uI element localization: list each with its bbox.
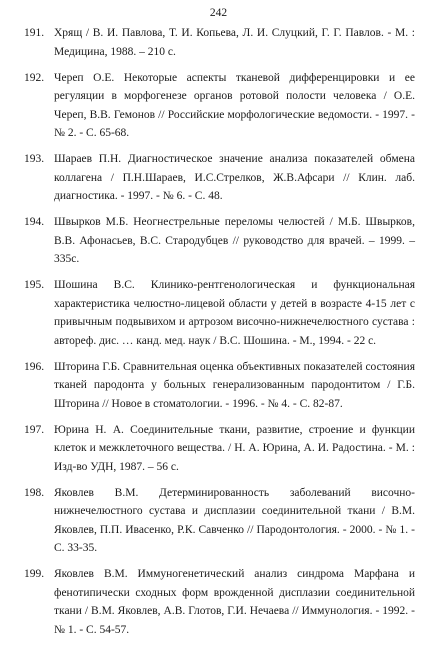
reference-number: 197. [24,423,45,436]
reference-item [0,565,437,639]
reference-item [0,24,437,61]
reference-item [0,276,437,350]
reference-item [0,421,437,477]
reference-number: 196. [24,360,45,373]
page-number: 242 [209,7,228,19]
reference-item [0,150,437,206]
reference-text: Шошина В.С. Клинико-рентгенологическая и функциональная характеристика челюстно-лицевой области у детей в возрасте 4-15 лет с привычным подвывихом и артрозом височно-нижнечелюстного сустава : автореф. дис. … канд. мед. наук / В.С. Шошина. - М., 1994. - 22 с. [54,279,415,347]
reference-text: Яковлев В.М. Детерминированность заболеваний височно-нижнечелюстного сустава и дисплазии соединительной ткани / В.М. Яковлев, П.П. Ивасенко, Р.К. Савченко // Пародонтология. - 2000. - № 1. - С. 33-35. [54,486,415,554]
reference-number: 195. [24,279,45,291]
reference-item [0,213,437,269]
reference-text: Хрящ / В. И. Павлова, Т. И. Копьева, Л. И. Слуцкий, Г. Г. Павлов. - М. : Медицина, 1988. – 210 с. [54,27,415,58]
reference-item [0,484,437,558]
reference-list [0,24,437,647]
reference-text: Череп О.Е. Некоторые аспекты тканевой дифференцировки и ее регуляции в морфогенезе органов ротовой полости человека / О.Е. Череп, В.В. Гемонов // Российские морфологические ведомости. - 1997. - № 2. - С. 65-68. [54,71,415,139]
reference-text: Шараев П.Н. Диагностическое значение анализа показателей обмена коллагена / П.Н.Шараев, И.С.Стрелков, Ж.В.Афсари // Клин. лаб. диагностика. - 1997. - № 6. - С. 48. [54,153,415,202]
reference-text: Шторина Г.Б. Сравнительная оценка объективных показателей состояния тканей пародонта у больных генерализованным пародонтитом / Г.Б. Шторина // Новое в стоматологии. - 1996. - № 4. - С. 82-87. [54,360,415,410]
reference-item [0,69,437,143]
reference-number: 199. [24,568,45,580]
reference-item [0,358,437,414]
reference-text: Юрина Н. А. Соединительные ткани, развитие, строение и функции клеток и межклеточного вещества. / Н. А. Юрина, А. И. Радостина. - М. : Изд-во УДН, 1987. – 56 с. [54,423,415,473]
reference-text: Швырков М.Б. Неогнестрельные переломы челюстей / М.Б. Швырков, В.В. Афонасьев, В.С. Стародубцев // руководство для врачей. – 1999. – 335с. [54,216,415,265]
reference-number: 191. [24,27,45,39]
reference-number: 193. [24,153,45,165]
reference-number: 198. [24,486,45,499]
reference-text: Яковлев В.М. Иммуногенетический анализ синдрома Марфана и фенотипически сходных форм врожденной дисплазии соединительной ткани / В.М. Яковлев, А.В. Глотов, Г.И. Нечаева // Иммунология. - 1992. - № 1. - С. 54-57. [54,568,415,636]
reference-number: 194. [24,216,45,228]
reference-number: 192. [24,71,45,84]
